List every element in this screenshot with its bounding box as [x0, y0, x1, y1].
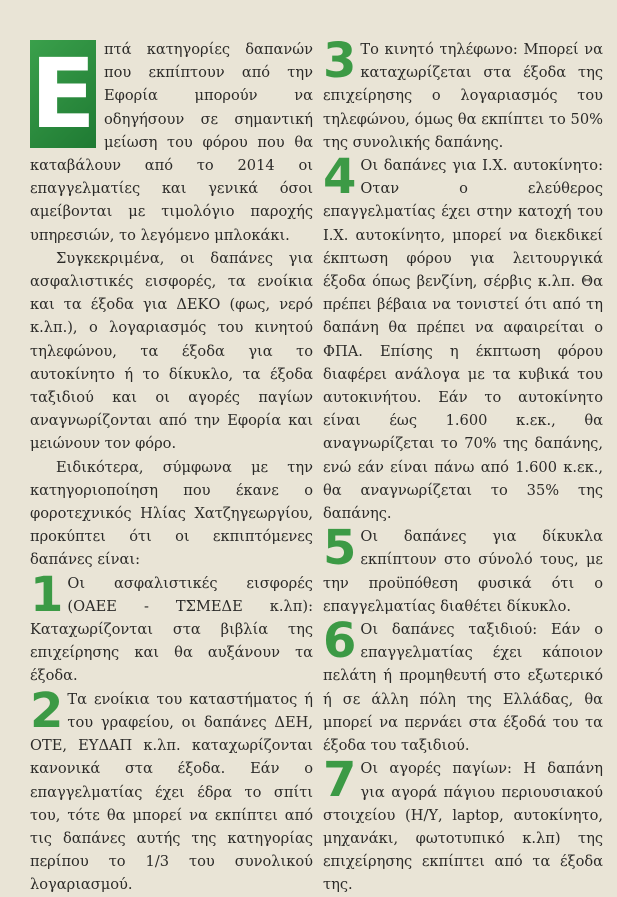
item-text: Οι δαπάνες για δίκυκλα εκπίπτουν στο σύνολό τους, με την προϋπόθεση φυσικά ότι ο επαγγελματίας διαθέτει δίκυκλο.: [323, 528, 603, 615]
right-column: [323, 33, 603, 897]
intro-paragraph: [30, 38, 313, 247]
item-number: 6: [323, 613, 357, 670]
body-paragraph: Ειδικότερα, σύμφωνα με την κατηγοριοποίηση που έκανε ο φοροτεχνικός Ηλίας Χατζηγεωργίου, προκύπτει ότι οι εκπιπτόμενες δαπάνες είναι:: [30, 458, 313, 569]
list-item: [323, 613, 603, 757]
body-paragraph: Συγκεκριμένα, οι δαπάνες για ασφαλιστικές εισφορές, τα ενοίκια και τα έξοδα για ΔΕΚΟ (φως, νερό κ.λπ.), ο λογαριασμός του κινητού τηλεφώνου, τα έξοδα για το αυτοκίνητο ή το δίκυκλο, τα έξοδα ταξιδιού και οι αγορές παγίων αναγνωρίζονται από την Εφορία και μειώνουν τον φόρο.: [30, 249, 313, 453]
item-text: Το κινητό τηλέφωνο: Μπορεί να καταχωρίζεται στα έξοδα της επιχείρησης ο λογαριασμός του τηλεφώνου, όμως θα εκπίπτει το 50% της συνολικής δαπάνης.: [323, 41, 603, 151]
item-text: Οι δαπάνες για Ι.Χ. αυτοκίνητο: Οταν ο ελεύθερος επαγγελματίας έχει στην κατοχή του Ι.Χ. αυτοκίνητο, μπορεί να διεκδικεί έκπτωση φόρου για λειτουργικά έξοδα όπως βενζίνη, σέρβις κ.λπ. Θα πρέπει βέβαια να τονιστεί ότι από τη δαπάνη θα πρέπει να αφαιρείται ο ΦΠΑ. Επίσης η έκπτωση φόρου διαφέρει ανάλογα με τα κυβικά του αυτοκινήτου. Εάν το αυτοκίνητο είναι έως 1.600 κ.εκ., θα αναγνωρίζεται το 70% της δαπάνης, ενώ εάν είναι πάνω από 1.600 κ.εκ., θα αναγνωρίζεται το 35% της δαπάνης.: [323, 157, 603, 523]
item-number: 7: [323, 752, 357, 809]
list-item: [323, 520, 603, 618]
item-text: Οι ασφαλιστικές εισφορές (ΟΑΕΕ - ΤΣΜΕΔΕ κ.λπ): Καταχωρίζονται στα βιβλία της επιχείρησης και θα αυξάνουν τα έξοδα.: [30, 574, 313, 685]
item-number: 4: [323, 149, 357, 206]
drop-cap: Ε: [30, 38, 96, 150]
list-item: [30, 566, 313, 688]
item-number: 2: [30, 682, 64, 739]
item-number: 1: [30, 566, 64, 623]
item-text: Τα ενοίκια του καταστήματος ή του γραφείου, οι δαπάνες ΔΕΗ, ΟΤΕ, ΕΥΔΑΠ κ.λπ. καταχωρίζονται κανονικά στα έξοδα. Εάν ο επαγγελματίας έχει έδρα το σπίτι του, τότε θα μπορεί να εκπίπτει από τις δαπάνες αυτής της κατηγορίας περίπου το 1/3 του συνολικού λογαριασμού.: [30, 690, 313, 894]
item-number: 5: [323, 520, 357, 577]
item-text: Οι δαπάνες ταξιδιού: Εάν ο επαγγελματίας έχει κάποιον πελάτη ή προμηθευτή στο εξωτερικό ή σε άλλη πόλη της Ελλάδας, θα μπορεί να περνάει στα έξοδά του τα έξοδα του ταξιδιού.: [323, 621, 603, 755]
intro-lead-text: πτά κατηγορίες δαπανών που εκπίπτουν από την Εφορία μπορούν να οδηγήσουν σε σημαντική μείωση του φόρου που θα καταβάλουν από το 2014 οι επαγγελματίες και γενικά όσοι αμείβονται με τιμολόγιο παροχής υπηρεσιών, το λεγόμενο μπλοκάκι.: [30, 41, 313, 244]
item-number: 3: [323, 33, 357, 89]
list-item: [323, 149, 603, 525]
left-column: [30, 38, 313, 897]
list-item: [323, 33, 603, 154]
item-text: Οι αγορές παγίων: Η δαπάνη για αγορά πάγιου περιουσιακού στοιχείου (Η/Υ, laptop, αυτοκίνητο, μηχανάκι, φωτοτυπικό κ.λπ) της επιχείρησης εκπίπτει από τα έξοδα της.: [323, 760, 603, 894]
list-item: [30, 682, 313, 897]
list-item: [323, 752, 603, 896]
